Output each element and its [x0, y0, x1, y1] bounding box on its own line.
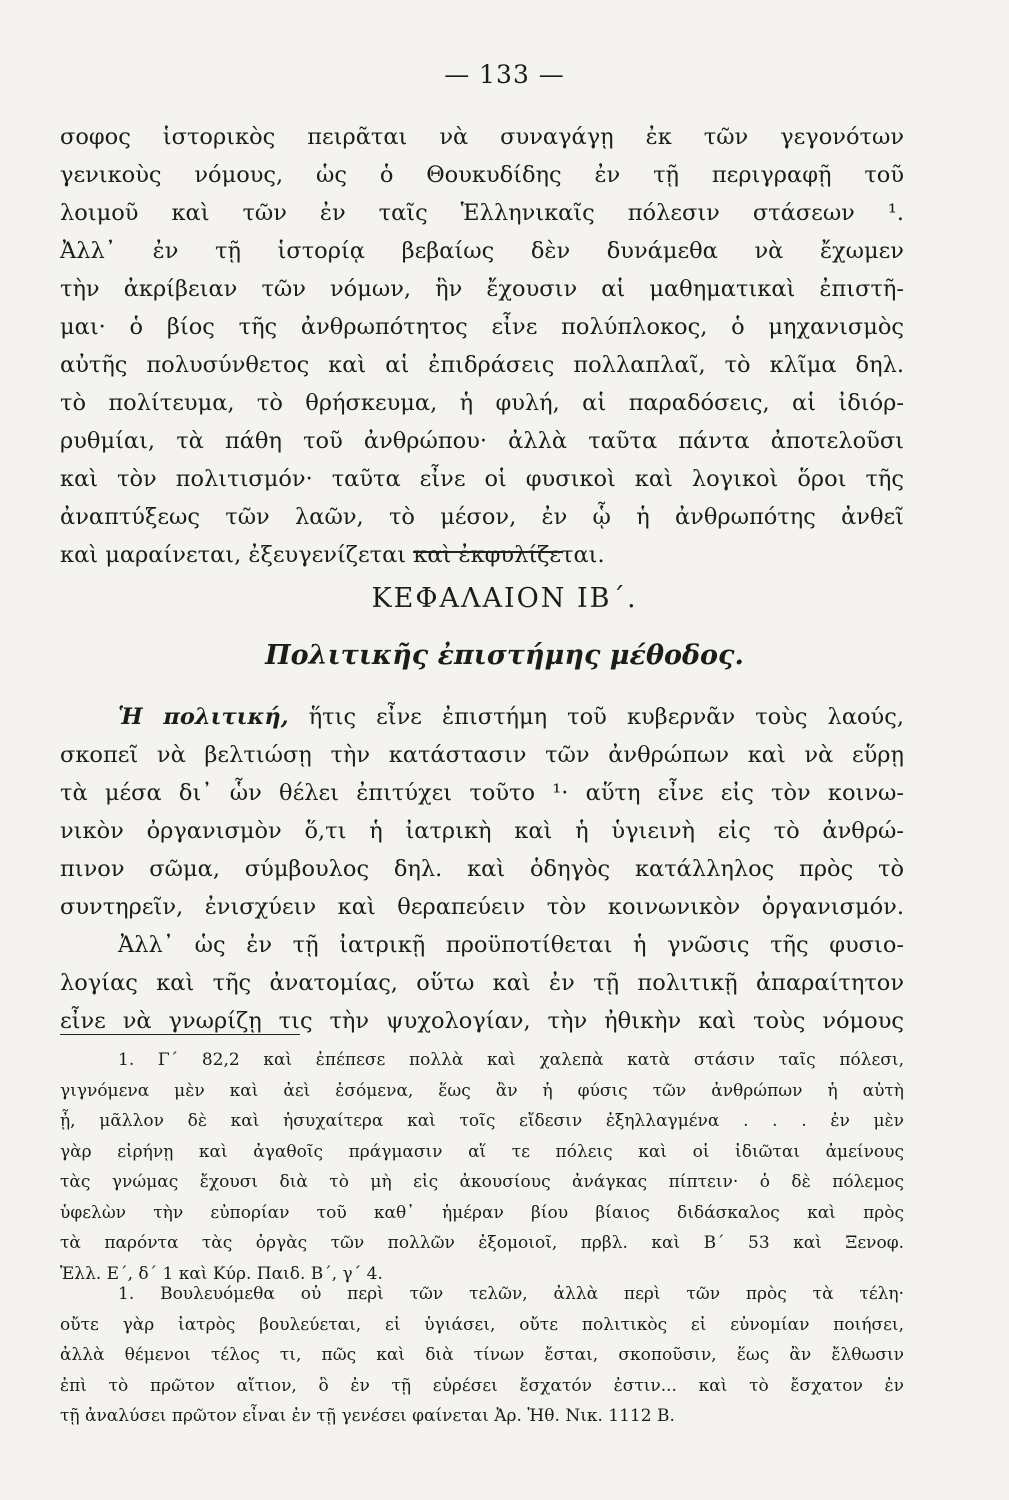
text-line: καὶ μαραίνεται, ἐξευγενίζεται καὶ ἐκφυλίζεται. [60, 542, 605, 568]
text-line: Ἀλλ᾿ ὡς ἐν τῇ ἰατρικῇ προϋποτίθεται ἡ γνῶσις τῆς φυσιο- [118, 932, 904, 958]
body-paragraph-1 [60, 118, 904, 574]
text-line: γενικοὺς νόμους, ὡς ὁ Θουκυδίδης ἐν τῇ περιγραφῇ τοῦ [60, 162, 904, 188]
text-line: λοιμοῦ καὶ τῶν ἐν ταῖς Ἑλληνικαῖς πόλεσιν στάσεων ¹. [60, 200, 904, 226]
footnote-line: τὰ παρόντα τὰς ὀργὰς τῶν πολλῶν ἐξομοιοῖ, πρβλ. καὶ Β΄ 53 καὶ Ξενοφ. [60, 1233, 904, 1253]
footnote-line: ἀλλὰ θέμενοι τέλος τι, πῶς καὶ διὰ τίνων ἔσται, σκοποῦσιν, ἕως ἂν ἔλθωσιν [60, 1345, 904, 1365]
footnote-1 [60, 1045, 904, 1289]
text-line: καὶ τὸν πολιτισμόν· ταῦτα εἶνε οἱ φυσικοὶ καὶ λογικοὶ ὅροι τῆς [60, 466, 904, 492]
page-number: — 133 — [444, 60, 565, 89]
text-line: σοφος ἱστορικὸς πειρᾶται νὰ συναγάγῃ ἐκ τῶν γεγονότων [60, 124, 904, 150]
text-line: μαι· ὁ βίος τῆς ἀνθρωπότητος εἶνε πολύπλοκος, ὁ μηχανισμὸς [60, 314, 904, 340]
text-line: σκοπεῖ νὰ βελτιώσῃ τὴν κατάστασιν τῶν ἀνθρώπων καὶ νὰ εὕρῃ [60, 742, 904, 768]
footnote-line: 1. Βουλευόμεθα οὐ περὶ τῶν τελῶν, ἀλλὰ περὶ τῶν πρὸς τὰ τέλη· [118, 1284, 904, 1304]
chapter-subtitle: Πολιτικῆς ἐπιστήμης μέθοδος. [265, 640, 744, 671]
footnote-2 [60, 1279, 904, 1432]
text-line: ρυθμίαι, τὰ πάθη τοῦ ἀνθρώπου· ἀλλὰ ταῦτα πάντα ἀποτελοῦσι [60, 428, 904, 454]
text-line: τὸ πολίτευμα, τὸ θρήσκευμα, ἡ φυλή, αἱ παραδόσεις, αἱ ἰδιόρ- [60, 390, 904, 416]
footnote-line: οὔτε γὰρ ἰατρὸς βουλεύεται, εἰ ὑγιάσει, οὔτε πολιτικὸς εἰ εὐνομίαν ποιήσει, [60, 1314, 904, 1335]
footnote-line: ᾖ, μᾶλλον δὲ καὶ ἡσυχαίτερα καὶ τοῖς εἴδεσιν ἐξηλλαγμένα . . . ἐν μὲν [60, 1111, 904, 1131]
lead-term: Ἡ πολιτική, [118, 704, 289, 730]
text-line-first [60, 698, 904, 736]
footnote-line: Ἑλλ. Ε΄, δ΄ 1 καὶ Κύρ. Παιδ. Β΄, γ΄ 4. [60, 1263, 383, 1284]
body-paragraph-2 [60, 698, 904, 1040]
text-line: τὴν ἀκρίβειαν τῶν νόμων, ἣν ἔχουσιν αἱ μαθηματικαὶ ἐπιστῆ- [60, 276, 904, 302]
footnote-line: τὰς γνώμας ἔχουσι διὰ τὸ μὴ εἰς ἀκουσίους ἀνάγκας πίπτειν· ὁ δὲ πόλεμος [60, 1172, 904, 1192]
text-line-rest: ἥτις εἶνε ἐπιστήμη τοῦ κυβερνᾶν τοὺς λαούς, [308, 704, 904, 730]
footnote-line: 1. Γ΄ 82,2 καὶ ἐπέπεσε πολλὰ καὶ χαλεπὰ κατὰ στάσιν ταῖς πόλεσι, [118, 1050, 904, 1070]
text-line: Ἀλλ᾿ ἐν τῇ ἱστορίᾳ βεβαίως δὲν δυνάμεθα νὰ ἔχωμεν [60, 238, 904, 264]
text-line: αὐτῆς πολυσύνθετος καὶ αἱ ἐπιδράσεις πολλαπλαῖ, τὸ κλῖμα δηλ. [60, 352, 904, 378]
footnote-divider [60, 1034, 300, 1035]
footnote-line: ὑφελὼν τὴν εὐπορίαν τοῦ καθ᾿ ἡμέραν βίου βίαιος διδάσκαλος καὶ πρὸς [60, 1202, 904, 1223]
footnote-line: γὰρ εἰρήνῃ καὶ ἀγαθοῖς πράγμασιν αἵ τε πόλεις καὶ οἱ ἰδιῶται ἀμείνους [60, 1141, 904, 1162]
footnote-line: τῇ ἀναλύσει πρῶτον εἶναι ἐν τῇ γενέσει φαίνεται Ἀρ. Ἠθ. Νικ. 1112 Β. [60, 1406, 675, 1426]
text-line: νικὸν ὀργανισμὸν ὅ,τι ἡ ἰατρικὴ καὶ ἡ ὑγιεινὴ εἰς τὸ ἀνθρώ- [60, 818, 904, 844]
text-line: συντηρεῖν, ἐνισχύειν καὶ θεραπεύειν τὸν κοινωνικὸν ὀργανισμόν. [60, 894, 904, 920]
text-line: τὰ μέσα δι᾿ ὧν θέλει ἐπιτύχει τοῦτο ¹· αὕτη εἶνε εἰς τὸν κοινω- [60, 780, 904, 806]
text-line: λογίας καὶ τῆς ἀνατομίας, οὕτω καὶ ἐν τῇ πολιτικῇ ἀπαραίτητον [60, 970, 904, 996]
footnote-line: ἐπὶ τὸ πρῶτον αἴτιον, ὃ ἐν τῇ εὑρέσει ἔσχατόν ἐστιν... καὶ τὸ ἔσχατον ἐν [60, 1375, 904, 1396]
chapter-title: ΚΕΦΑΛΑΙΟΝ ΙΒ΄. [371, 583, 638, 614]
text-line: εἶνε νὰ γνωρίζῃ τις τὴν ψυχολογίαν, τὴν ἠθικὴν καὶ τοὺς νόμους [60, 1008, 904, 1034]
text-line: πινον σῶμα, σύμβουλος δηλ. καὶ ὁδηγὸς κατάλληλος πρὸς τὸ [60, 856, 904, 882]
section-divider [413, 551, 563, 553]
footnote-line: γιγνόμενα μὲν καὶ ἀεὶ ἐσόμενα, ἕως ἂν ἡ φύσις τῶν ἀνθρώπων ἡ αὐτὴ [60, 1080, 904, 1101]
text-line: ἀναπτύξεως τῶν λαῶν, τὸ μέσον, ἐν ᾧ ἡ ἀνθρωπότης ἀνθεῖ [60, 504, 904, 530]
